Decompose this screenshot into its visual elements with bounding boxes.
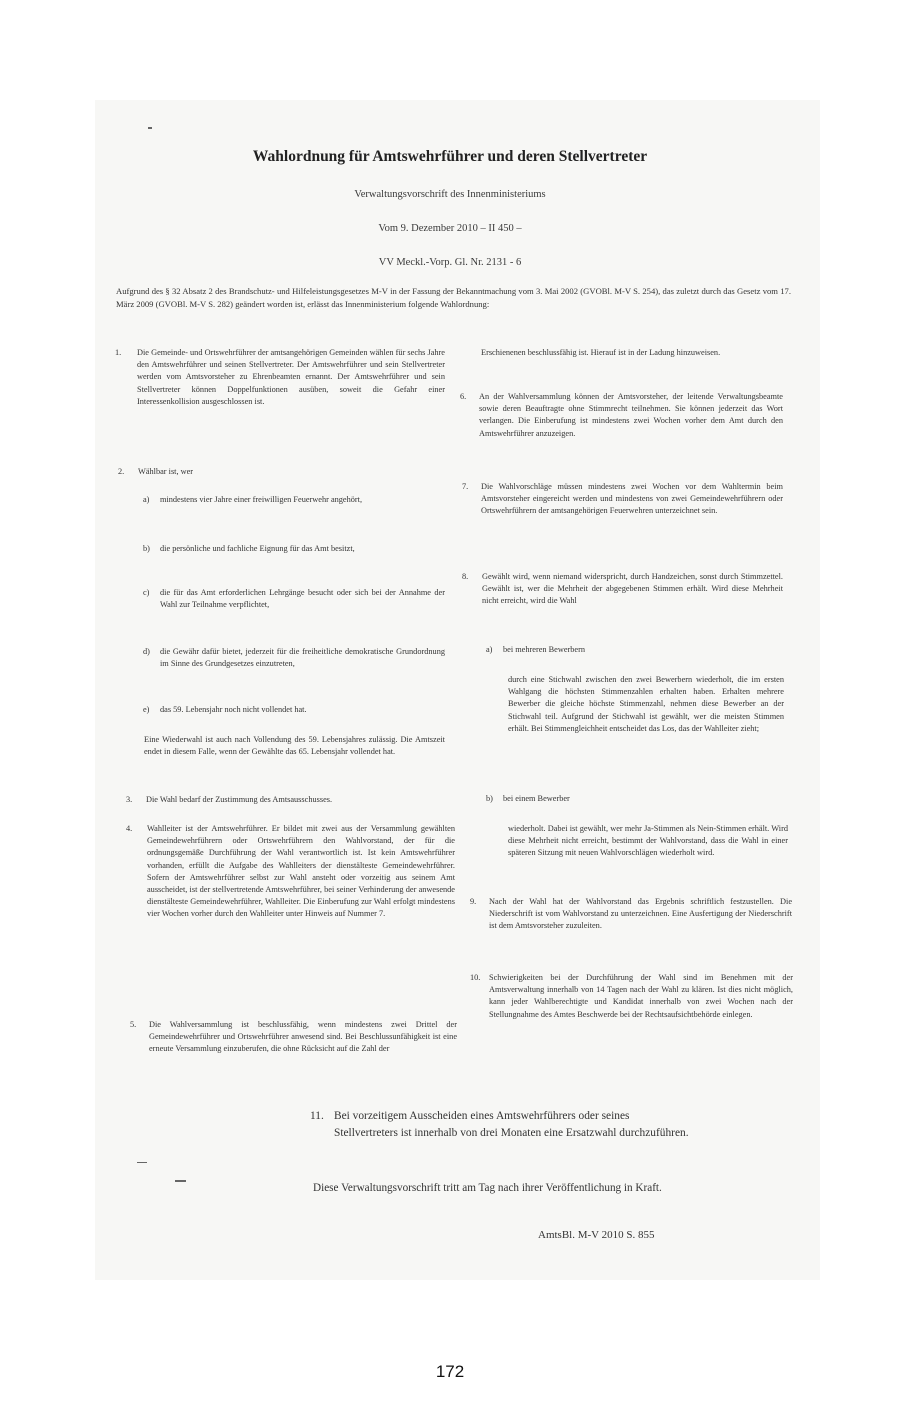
- scan-speck: [137, 1162, 147, 1163]
- section-number: 5.: [130, 1020, 137, 1029]
- section-text: Die Gemeinde- und Ortswehrführer der amtsangehörigen Gemeinden wählen für sechs Jahre den Amtswehrführer und seinen Stellvertreter. Der Amtswehrführer und sein Stellvertreter werden vom Amtsvorsteher zu Ehrenbeamten ernannt. Der Amtswehrführer und sein Stellvertreter können Doppelfunktionen ausüben, soweit die Gefahr einer Interessenkollision ausgeschlossen ist.: [137, 348, 445, 406]
- list-text: mindestens vier Jahre einer freiwilligen Feuerwehr angehört,: [160, 495, 363, 504]
- list-text: das 59. Lebensjahr noch nicht vollendet hat.: [160, 705, 307, 714]
- list-item-8a-text: durch eine Stichwahl zwischen den zwei Bewerbern wiederholt, die im ersten Wahlgang die höchsten Stimmenzahlen erhalten haben. Erhalten mehrere Bewerber die gleiche höchste Stimmenzahl, nehmen diese Bewerber an der Stichwahl teil. Aufgrund der Stichwahl ist gewählt, wer die meisten Stimmen erhält. Bei Stimmengleichheit entscheidet das Los, das der Wahlleiter zieht;: [508, 675, 784, 733]
- section-text: Nach der Wahl hat der Wahlvorstand das Ergebnis schriftlich festzustellen. Die Niederschrift ist vom Wahlvorstand zu unterzeichnen. Eine Ausfertigung der Niederschrift ist dem Amtsvorsteher zuzuleiten.: [489, 897, 792, 931]
- inkrafttreten: Diese Verwaltungsvorschrift tritt am Tag nach ihrer Veröffentlichung in Kraft.: [313, 1182, 662, 1194]
- section-text: Bei vorzeitigem Ausscheiden eines Amtswehrführers oder seines Stellvertreters ist innerhalb von drei Monaten eine Ersatzwahl durchzuführen.: [334, 1110, 689, 1139]
- list-text: die für das Amt erforderlichen Lehrgänge besucht oder sich bei der Annahme der Wahl zur Teilnahme verpflichtet,: [160, 588, 445, 610]
- date-line: Vom 9. Dezember 2010 – II 450 –: [378, 223, 522, 234]
- list-marker: c): [143, 588, 150, 597]
- citation: AmtsBl. M-V 2010 S. 855: [538, 1229, 655, 1241]
- section-number: 3.: [126, 795, 133, 804]
- section-number: 1.: [115, 348, 122, 357]
- document-title: Wahlordnung für Amtswehrführer und deren Stellvertreter: [252, 148, 648, 165]
- section-5-continued: Erschienenen beschlussfähig ist. Hierauf ist in der Ladung hinzuweisen.: [481, 348, 721, 357]
- section-text: Die Wahlversammlung ist beschlussfähig, wenn mindestens zwei Drittel der Gemeindewehrführer und Ortswehrführer anwesend sind. Bei Beschlussunfähigkeit ist eine erneute Versammlung einzuberufen, die ohne Rücksicht auf die Zahl der: [149, 1020, 457, 1054]
- list-item-8b-text: wiederholt. Dabei ist gewählt, wer mehr Ja-Stimmen als Nein-Stimmen erhält. Wird diese Mehrheit nicht erreicht, bestimmt der Wahlvorstand, dass die Wahl in einer späteren Sitzung mit neuen Wahlvorschlägen wiederholt wird.: [508, 824, 788, 858]
- preamble: Aufgrund des § 32 Absatz 2 des Brandschutz- und Hilfeleistungsgesetzes M-V in der Fassung der Bekanntmachung vom 3. Mai 2002 (GVOBl. M-V S. 254), das zuletzt durch das Gesetz vom 17. März 2009 (GVOBl. M-V S. 282) geändert worden ist, erlässt das Innenministerium folgende Wahlordnung:: [116, 286, 791, 309]
- section-text: Gewählt wird, wenn niemand widerspricht, durch Handzeichen, sonst durch Stimmzettel. Gewählt ist, wer die Mehrheit der abgegebenen Stimmen erhält. Wird diese Mehrheit nicht erreicht, wird die Wahl: [482, 572, 783, 606]
- list-text: bei mehreren Bewerbern: [503, 645, 586, 654]
- section-text: Die Wahl bedarf der Zustimmung des Amtsausschusses.: [146, 795, 333, 804]
- scan-speck: [175, 1180, 186, 1182]
- list-marker: d): [143, 647, 150, 656]
- list-marker: a): [486, 645, 493, 654]
- section-text: Die Wahlvorschläge müssen mindestens zwei Wochen vor dem Wahltermin beim Amtsvorsteher eingereicht werden und mindestens von zwei Gemeindewehrführern oder Ortswehrführern der amtsangehörigen Feuerwehren unterzeichnet sein.: [481, 482, 783, 516]
- section-number: 2.: [118, 467, 125, 476]
- page-number: 172: [435, 1362, 465, 1381]
- section-number: 8.: [462, 572, 469, 581]
- section-text: Schwierigkeiten bei der Durchführung der Wahl sind im Benehmen mit der Amtsverwaltung innerhalb von 14 Tagen nach der Wahl zu klären. Ist dies nicht möglich, kann jeder Wahlberechtigte und Kandidat innerhalb von zwei Wochen nach der Stellungnahme des Amtes Beschwerde bei der Rechtsaufsichtbehörde einlegen.: [489, 973, 793, 1019]
- section-text: Wählbar ist, wer: [138, 467, 194, 476]
- section-number: 10.: [470, 973, 481, 982]
- section-number: 7.: [462, 482, 469, 491]
- section-number: 6.: [460, 392, 467, 401]
- list-text: die persönliche und fachliche Eignung für das Amt besitzt,: [160, 544, 355, 553]
- list-marker: b): [143, 544, 150, 553]
- list-text: die Gewähr dafür bietet, jederzeit für die freiheitliche demokratische Grundordnung im Sinne des Grundgesetzes einzutreten,: [160, 647, 445, 669]
- list-marker: a): [143, 495, 150, 504]
- list-text: bei einem Bewerber: [503, 794, 570, 803]
- list-marker: b): [486, 794, 493, 803]
- section-text: An der Wahlversammlung können der Amtsvorsteher, der leitende Verwaltungsbeamte sowie deren Beauftragte ohne Stimmrecht teilnehmen. Sie können jederzeit das Wort verlangen. Die Einberufung ist mindestens zwei Wochen vorher dem Amt durch den Amtswehrführer anzuzeigen.: [479, 392, 783, 438]
- document-subtitle: Verwaltungsvorschrift des Innenministeriums: [354, 189, 546, 200]
- section-text: Wahlleiter ist der Amtswehrführer. Er bildet mit zwei aus der Versammlung gewählten Gemeindewehrführern oder Ortswehrführern den Wahlvorstand, der für die ordnungsgemäße Durchführung der Wahl verantwortlich ist. Ist kein Amtswehrführer vorhanden, erfüllt die Aufgabe des Wahlleiters der dienstälteste Gemeindewehrführer. Sofern der Amtswehrführer selbst zur Wahl ansteht oder vorzeitig aus seinem Amt ausscheidet, ist der stellvertretende Amtswehrführer, bei seiner Verhinderung der anwesende dienstälteste Gemeindewehrführer, Wahlleiter. Die Einberufung zur Wahl erfolgt mindestens vier Wochen vorher durch den Wahlleiter unter Hinweis auf Nummer 7.: [147, 824, 455, 919]
- reference-number: VV Meckl.-Vorp. Gl. Nr. 2131 - 6: [378, 257, 522, 268]
- scan-speck: [148, 127, 152, 129]
- list-marker: e): [143, 705, 150, 714]
- section-number: 11.: [310, 1110, 324, 1122]
- section-number: 9.: [470, 897, 477, 906]
- wiederwahl-paragraph: Eine Wiederwahl ist auch nach Vollendung des 59. Lebensjahres zulässig. Die Amtszeit endet in diesem Falle, wenn der Gewählte das 65. Lebensjahr vollendet hat.: [144, 735, 445, 757]
- section-number: 4.: [126, 824, 133, 833]
